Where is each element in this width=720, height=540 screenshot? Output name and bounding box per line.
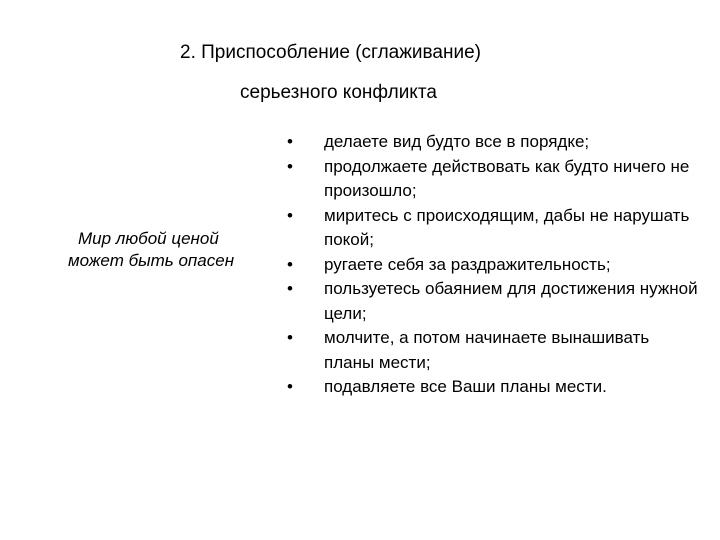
bullet-text: миритесь с происходящим, дабы не нарушать покой; — [324, 205, 690, 249]
bullet-dot-icon: • — [287, 279, 293, 298]
bullet-text: молчите, а потом начинаете вынашивать планы мести; — [324, 328, 650, 372]
bullet-text: подавляете все Ваши планы мести. — [324, 377, 607, 396]
bullet-text: продолжаете действовать как будто ничего не произошло; — [324, 156, 690, 200]
bullet-text: пользуетесь обаянием для достижения нужной цели; — [324, 279, 698, 323]
slide-title-line-1: 2. Приспособление (сглаживание) — [180, 42, 481, 63]
bullet-dot-icon: • — [287, 328, 293, 347]
bullet-dot-icon: • — [287, 156, 293, 176]
bullet-list — [280, 130, 700, 400]
bullet-item — [280, 155, 700, 204]
bullet-dot-icon: • — [287, 205, 293, 225]
bullet-dot-icon: • — [287, 132, 293, 151]
side-note — [68, 228, 234, 272]
side-note-line-2: может быть опасен — [68, 251, 235, 270]
bullet-item — [280, 326, 700, 375]
bullet-dot-icon: • — [287, 254, 293, 274]
bullet-item — [280, 253, 700, 278]
slide-title-line-2: серьезного конфликта — [240, 82, 437, 103]
bullet-item — [280, 277, 700, 326]
bullet-item — [280, 204, 700, 253]
bullet-item — [280, 130, 700, 155]
bullet-item — [280, 375, 700, 400]
bullet-text: ругаете себя за раздражительность; — [324, 254, 611, 274]
bullet-dot-icon: • — [287, 377, 293, 396]
side-note-line-1: Мир любой ценой — [78, 229, 219, 248]
bullet-text: делаете вид будто все в порядке; — [324, 132, 590, 151]
